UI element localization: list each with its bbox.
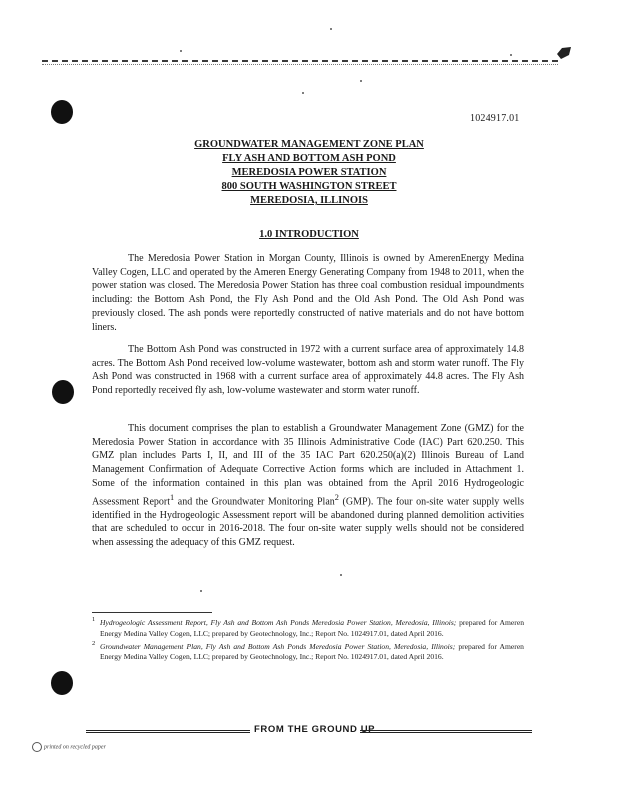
footnotes	[92, 618, 524, 665]
binder-hole-icon	[51, 671, 73, 695]
scan-speck	[200, 590, 202, 592]
footnote	[92, 639, 524, 664]
footer-rule-right	[360, 730, 532, 733]
title-line: 800 SOUTH WASHINGTON STREET	[221, 181, 397, 192]
footnote-ref: 2	[334, 492, 339, 502]
paragraph-text: This document comprises the plan to establish a Groundwater Management Zone (GMZ) for the Meredosia Power Station in accordance with 35 Illinois Administrative Code (IAC) Part 620.250. This GMZ plan includes Parts I, II, and III of the 35 IAC Part 620.250(a)(2) Illinois Bureau of Land Management Confirmation of Adequate Corrective Action forms which are included in Attachment 1. Some of the information contained in this plan was obtained from the April 2016 Hydrogeologic Assessment Report	[92, 423, 524, 507]
title-line: MEREDOSIA POWER STATION	[231, 167, 387, 178]
footnote-title: Hydrogeologic Assessment Report, Fly Ash and Bottom Ash Ponds Meredosia Power Station, Meredosia, Illinois;	[100, 618, 457, 627]
footer-rule-left	[86, 730, 250, 733]
top-dotted-rule	[42, 64, 558, 65]
footnote-number: 1	[92, 616, 96, 623]
title-line: MEREDOSIA, ILLINOIS	[250, 195, 368, 206]
paragraph-2	[92, 343, 524, 398]
paragraph-text: The Meredosia Power Station in Morgan County, Illinois is owned by AmerenEnergy Medina Valley Cogen, LLC and operated by the Ameren Energy Generating Company from 1948 to 2011, when the power station was closed. The Meredosia Power Station has three coal combustion residual impoundments including: the Bottom Ash Pond, the Fly Ash Pond and the Old Ash Pond. The Old Ash Pond was previously closed. The ash ponds were reportedly constructed of native materials and do not have bottom liners.	[92, 253, 524, 333]
title-line: FLY ASH AND BOTTOM ASH POND	[222, 153, 396, 164]
footnote-text: prepared for Ameren Energy Medina Valley Cogen, LLC; prepared by Geotechnology, Inc.; Report No. 1024917.01, dated April 2016.	[100, 618, 524, 638]
title-block	[150, 138, 468, 208]
footnote-text: prepared for Ameren Energy Medina Valley Cogen, LLC; prepared by Geotechnology, Inc.; Report No. 1024917.01, dated April 2016.	[100, 641, 524, 662]
scan-speck	[340, 574, 342, 576]
document-number: 1024917.01	[470, 113, 520, 124]
scan-speck	[330, 28, 332, 30]
footnote-number: 2	[92, 639, 96, 647]
binder-hole-icon	[51, 100, 73, 124]
scan-speck	[302, 92, 304, 94]
footnote-separator	[92, 612, 212, 613]
scan-speck	[360, 80, 362, 82]
paragraph-text: and the Groundwater Monitoring Plan	[174, 495, 335, 507]
corner-smudge-icon	[556, 46, 572, 60]
footnote-title: Groundwater Management Plan, Fly Ash and Bottom Ash Ponds Meredosia Power Station, Meredosia, Illinois;	[100, 641, 456, 651]
footer-tagline: FROM THE GROUND UP	[254, 724, 376, 735]
binder-hole-icon	[52, 380, 74, 404]
recycle-icon	[32, 742, 42, 752]
paragraph-3	[92, 422, 524, 550]
title-line: GROUNDWATER MANAGEMENT ZONE PLAN	[194, 139, 424, 150]
recycle-note	[32, 742, 106, 752]
paragraph-1	[92, 252, 524, 334]
scan-speck	[180, 50, 182, 52]
paragraph-text: (GMP). The four on-site water supply wells identified in the Hydrogeologic Assessment report will be abandoned during planned demolition activities that are scheduled to occur in 2016-2018. The four on-site water supply wells should not be considered when assessing the adequacy of this GMZ request.	[92, 495, 524, 548]
scan-speck	[510, 54, 512, 56]
footnote-ref: 1	[170, 492, 175, 502]
recycle-text: printed on recycled paper	[44, 744, 106, 751]
footnote	[92, 618, 524, 640]
section-heading: 1.0 INTRODUCTION	[259, 229, 359, 240]
paragraph-text: The Bottom Ash Pond was constructed in 1972 with a current surface area of approximately 14.8 acres. The Bottom Ash Pond received low-volume wastewater, bottom ash and storm water runoff. The Fly Ash Pond was constructed in 1968 with a current surface area of approximately 44.8 acres. The Fly Ash Pond reportedly received fly ash, low-volume wastewater and storm water runoff.	[92, 344, 524, 397]
top-dashed-rule	[42, 60, 558, 62]
